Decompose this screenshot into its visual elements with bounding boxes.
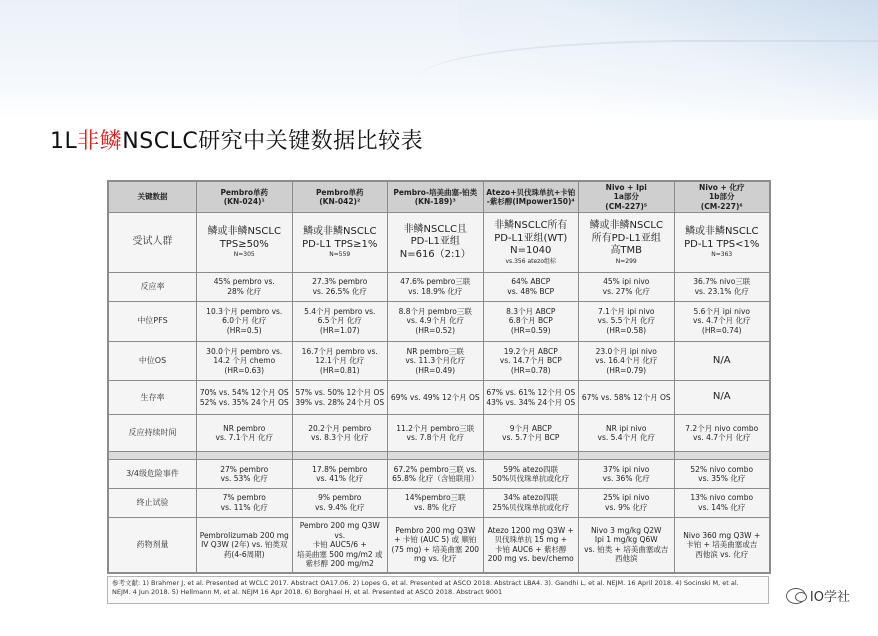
cell-text: 鳞或非鳞NSCLC: [207, 226, 281, 238]
cell-text: 5.6个月 ipi nivo: [693, 307, 750, 317]
header-text: 1a部分: [613, 192, 639, 202]
cell-text: N=559: [329, 251, 351, 259]
header-key-data: [109, 182, 197, 213]
table-header-row: [109, 182, 770, 213]
cell-text: 鳞或非鳞NSCLC: [589, 220, 663, 232]
cell-text: vs. 5.4个月 化疗: [597, 433, 655, 443]
header-text: 关键数据: [137, 192, 168, 202]
cell-text: (HR=0.63): [224, 365, 265, 375]
cell-text: 卡铂 AUC6 + 紫杉醇: [494, 544, 567, 554]
title-suffix: NSCLC研究中关键数据比较表: [122, 129, 424, 154]
cell-text: vs. 5.7个月 BCP: [502, 433, 560, 443]
cell-text: 7% pembro: [222, 493, 266, 503]
cell-text: 70% vs. 54% 12个月 OS: [199, 388, 289, 398]
table-cell: [388, 213, 484, 273]
references-footnote: [107, 576, 769, 604]
table-cell: [197, 460, 293, 489]
cell-text: vs. 9% 化疗: [605, 502, 648, 512]
cell-text: 30.0个月 pembro vs.: [206, 346, 283, 356]
header-text: (KN-024)¹: [223, 197, 265, 207]
cell-text: 65.8% 化疗（含铂联用）: [392, 474, 479, 483]
row-label: 生存率: [109, 381, 197, 414]
separator-cell: [388, 452, 484, 460]
table-cell: [674, 460, 770, 489]
table-cell: [579, 460, 675, 489]
header-trial: [674, 182, 770, 213]
cell-text: (HR=0.81): [319, 365, 360, 375]
cell-text: 13% nivo combo: [690, 493, 754, 503]
cell-text: vs. 18.9% 化疗: [408, 286, 463, 296]
row-label: 中位PFS: [109, 301, 197, 341]
cell-text: N=299: [615, 257, 637, 265]
cell-text: 20.2个月 pembro: [308, 423, 372, 433]
cell-text: 7.1个月 ipi nivo: [598, 307, 655, 317]
cell-text: vs. 35% 化疗: [698, 474, 746, 483]
table-cell: [388, 517, 484, 572]
cell-text: 47.6% pembro三联: [400, 277, 471, 287]
cell-text: vs. 11.3个月化疗: [405, 356, 466, 366]
row-label: 反应率: [109, 272, 197, 301]
table-cell: [483, 488, 579, 517]
header-text: Pembro单药: [220, 187, 269, 197]
cell-text: Nivo 3 mg/kg Q2W: [591, 526, 662, 536]
table-cell: [579, 272, 675, 301]
table-cell: [197, 488, 293, 517]
cell-text: (HR=0.49): [415, 365, 456, 375]
table-cell: [674, 213, 770, 273]
cell-text: vs. 53% 化疗: [220, 474, 268, 483]
cell-text: 贝伐珠单抗 15 mg +: [494, 535, 568, 545]
table-cell: [197, 341, 293, 381]
cell-text: 西他滨: [615, 554, 638, 564]
cell-text: 17.8% pembro: [312, 464, 368, 474]
table-cell: [483, 517, 579, 572]
table-cell: [674, 517, 770, 572]
cell-text: (HR=0.74): [701, 325, 742, 335]
table-separator: [109, 452, 770, 460]
header-trial: [197, 182, 293, 213]
cell-text: 16.7个月 pembro vs.: [301, 346, 378, 356]
table-cell: [579, 301, 675, 341]
header-text: (CM-227)⁵: [605, 201, 648, 211]
table-row: [109, 517, 770, 572]
cell-text: mg vs. 化疗: [413, 554, 457, 564]
cell-text: PD-L1 TPS<1%: [684, 238, 760, 250]
cell-text: 50%贝伐珠单抗或化疗: [492, 474, 570, 483]
cell-text: Pembro 200 mg Q3W vs.: [299, 521, 380, 540]
cell-text: vs. 铂类 + 培美曲塞或吉: [584, 544, 669, 554]
cell-text: 59% atezo四联: [503, 464, 559, 474]
header-text: Atezo+贝伐珠单抗+卡铂: [486, 187, 576, 197]
cell-text: 39% vs. 28% 24个月 OS: [295, 397, 385, 407]
cell-text: 6.0个月 化疗: [222, 316, 267, 326]
table-cell: [674, 381, 770, 414]
cell-text: 28% 化疗: [227, 286, 262, 296]
cell-text: Ipi 1 mg/kg Q6W: [594, 535, 658, 545]
cell-text: 27% pembro: [220, 464, 269, 474]
separator-cell: [109, 452, 197, 460]
header-text: -紫杉醇(IMpower150)⁴: [486, 197, 575, 207]
cell-text: 200 mg vs. bev/chemo: [487, 554, 574, 564]
cell-text: vs. 14% 化疗: [698, 502, 746, 512]
footnote-line: NEJM. 4 Jun 2018. 5) Hellmann M, et al. NEJM 16 Apr 2018. 6) Borghaei H, et al. Presented at ASCO 2018. Abstract 9001: [112, 588, 503, 597]
cell-text: IV Q3W (2年) vs. 铂类双: [201, 540, 288, 550]
table-cell: [388, 301, 484, 341]
table-cell: [388, 488, 484, 517]
table-cell: [579, 488, 675, 517]
table-cell: [674, 414, 770, 452]
table-cell: [388, 414, 484, 452]
cell-text: TPS≥50%: [219, 238, 269, 250]
table-cell: [197, 272, 293, 301]
header-text: (KN-189)³: [414, 197, 456, 207]
table-cell: [292, 488, 388, 517]
table-row: [109, 460, 770, 489]
table-row: [109, 381, 770, 414]
cell-text: vs. 27% 化疗: [602, 286, 650, 296]
cell-text: 8.3个月 ABCP: [506, 307, 556, 317]
cell-text: NR ipi nivo: [606, 423, 647, 433]
cell-text: 43% vs. 34% 24个月 OS: [486, 397, 576, 407]
header-trial: [292, 182, 388, 213]
cell-text: Pembro 200 mg Q3W: [395, 526, 476, 536]
cell-text: vs. 4.9个月 化疗: [406, 316, 464, 326]
cell-text: 西他滨 vs. 化疗: [695, 549, 749, 559]
row-label: 反应持续时间: [109, 414, 197, 452]
table-cell: [483, 301, 579, 341]
cell-text: 52% nivo combo: [690, 464, 754, 474]
header-text: Nivo + 化疗: [699, 183, 745, 192]
table-cell: [483, 414, 579, 452]
row-label: 药物剂量: [109, 517, 197, 572]
cell-text: 紫杉醇 200 mg/m2: [305, 558, 374, 568]
cell-text: vs. 36% 化疗: [602, 474, 650, 483]
cell-text: 69% vs. 49% 12个月 OS: [390, 392, 480, 402]
table-row: [109, 341, 770, 381]
table-cell: [674, 488, 770, 517]
cell-text: vs. 4.7个月 化疗: [693, 316, 751, 326]
table-cell: [292, 381, 388, 414]
cell-text: 所有PD-L1亚组: [591, 232, 661, 244]
separator-cell: [197, 452, 293, 460]
cell-text: 67% vs. 61% 12个月 OS: [486, 388, 576, 398]
cell-text: 67.2% pembro三联 vs.: [393, 464, 477, 474]
cell-text: 鳞或非鳞NSCLC: [685, 226, 759, 238]
cell-text: 11.2个月 pembro三联: [396, 423, 475, 433]
header-text: (KN-042)²: [319, 197, 361, 207]
row-label: 中位OS: [109, 341, 197, 381]
table-cell: [292, 341, 388, 381]
table-cell: [579, 381, 675, 414]
cell-text: vs. 4.7个月 化疗: [693, 433, 751, 443]
cell-text: 卡铂 + 培美曲塞或吉: [686, 540, 758, 550]
title-highlight: 非鳞: [77, 129, 123, 154]
table-cell: [388, 381, 484, 414]
cell-text: 非鳞NSCLC所有: [494, 220, 568, 232]
header-text: Pembro-培美曲塞-铂类: [393, 187, 478, 197]
cell-text: 57% vs. 50% 12个月 OS: [295, 388, 385, 398]
cell-text: 37% ipi nivo: [603, 464, 650, 474]
cell-text: + 卡铂 (AUC 5) 或 顺铂: [394, 535, 477, 545]
table-cell: [483, 272, 579, 301]
cell-text: 8.8个月 pembro三联: [398, 307, 472, 317]
table-cell: [292, 460, 388, 489]
cell-text: 52% vs. 35% 24个月 OS: [199, 397, 289, 407]
header-trial: [483, 182, 579, 213]
table-cell: [292, 414, 388, 452]
cell-text: 5.4个月 pembro vs.: [304, 307, 376, 317]
header-text: (CM-227)⁶: [700, 201, 743, 211]
cell-text: N=305: [233, 251, 255, 259]
table-cell: [483, 213, 579, 273]
cell-text: 23.0个月 ipi nivo: [595, 346, 657, 356]
table-cell: [483, 381, 579, 414]
cell-text: vs. 16.4个月 化疗: [595, 356, 658, 366]
cell-text: N=363: [711, 251, 733, 259]
cell-text: vs. 7.8个月 化疗: [406, 433, 464, 443]
cell-text: 培美曲塞 500 mg/m2 或: [296, 549, 383, 559]
table-row: [109, 301, 770, 341]
cell-text: vs. 5.5个月 化疗: [597, 316, 655, 326]
cell-text: (HR=0.52): [415, 325, 456, 335]
table-cell: [388, 460, 484, 489]
cell-text: (HR=0.78): [510, 365, 551, 375]
cell-text: N/A: [712, 354, 731, 366]
cell-text: (HR=0.5): [226, 325, 262, 335]
cell-text: 67% vs. 58% 12个月 OS: [581, 392, 671, 402]
cell-text: NR pembro三联: [406, 346, 464, 356]
cell-text: 6.8个月 BCP: [508, 316, 553, 326]
table-cell: [579, 414, 675, 452]
cell-text: vs. 26.5% 化疗: [312, 286, 367, 296]
cell-text: 卡铂 AUC5/6 +: [312, 540, 367, 550]
table-cell: [197, 213, 293, 273]
cell-text: vs. 9.4% 化疗: [314, 502, 365, 512]
title-prefix: 1L: [50, 129, 78, 154]
separator-cell: [674, 452, 770, 460]
table-row: [109, 414, 770, 452]
page-title: [50, 124, 423, 155]
table-row: [109, 488, 770, 517]
cell-text: 6.5个月 化疗: [317, 316, 362, 326]
table-cell: [579, 517, 675, 572]
cell-text: NR pembro: [223, 423, 266, 433]
cell-text: vs. 8.3个月 化疗: [311, 433, 369, 443]
table-cell: [483, 341, 579, 381]
separator-cell: [483, 452, 579, 460]
cell-text: 45% pembro vs.: [213, 277, 275, 287]
table-cell: [292, 301, 388, 341]
cell-text: N/A: [712, 391, 731, 403]
cell-text: 25%贝伐珠单抗或化疗: [492, 502, 570, 512]
table-row: [109, 272, 770, 301]
row-label: 终止试验: [109, 488, 197, 517]
cell-text: Nivo 360 mg Q3W +: [683, 530, 761, 540]
cell-text: 非鳞NSCLC且: [403, 223, 467, 235]
table-cell: [197, 301, 293, 341]
cell-text: 14.2 个月 chemo: [213, 356, 276, 366]
table-cell: [292, 517, 388, 572]
cell-text: PD-L1亚组(WT): [494, 232, 568, 244]
cell-text: 27.3% pembro: [312, 277, 368, 287]
cell-text: 10.3个月 pembro vs.: [206, 307, 283, 317]
table-row: [109, 213, 770, 273]
cell-text: (HR=0.58): [606, 325, 647, 335]
header-text: 1b部分: [708, 192, 735, 202]
row-label: 受试人群: [109, 213, 197, 273]
table-cell: [483, 460, 579, 489]
table-cell: [674, 272, 770, 301]
cell-text: vs. 11% 化疗: [220, 502, 268, 512]
header-text: Pembro单药: [315, 187, 364, 197]
footnote-line: 参考文献: 1) Brahmer J, et al. Presented at WCLC 2017. Abstract OA17.06. 2) Lopes G, et al. Presented at ASCO 2018. Abstract LBA4. 3). Gandhi L, et al. NEJM. 16 April 2018. 4) Socinski M, et al.: [112, 579, 739, 587]
cell-text: Atezo 1200 mg Q3W +: [487, 526, 574, 536]
wechat-icon: [786, 588, 806, 604]
cell-text: 36.7% nivo三联: [693, 277, 751, 287]
cell-text: Pembrolizumab 200 mg: [199, 530, 289, 540]
table-cell: [197, 517, 293, 572]
header-trial: [388, 182, 484, 213]
table-cell: [292, 213, 388, 273]
cell-text: vs. 8% 化疗: [414, 502, 457, 512]
cell-text: 14%pembro三联: [404, 493, 466, 503]
cell-text: 34% atezo四联: [503, 493, 559, 503]
cell-text: 高TMB: [610, 245, 643, 257]
table-cell: [388, 341, 484, 381]
separator-cell: [292, 452, 388, 460]
comparison-table: [107, 180, 771, 574]
header-text: Nivo + Ipi: [605, 183, 647, 192]
header-trial: [579, 182, 675, 213]
cell-text: 药(4-6周期): [223, 549, 265, 559]
watermark-text: IO学社: [809, 590, 850, 605]
cell-text: vs. 48% BCP: [507, 286, 555, 296]
cell-text: 12.1个月 化疗: [315, 356, 365, 366]
table-cell: [579, 213, 675, 273]
cell-text: PD-L1亚组: [410, 236, 460, 248]
table-cell: [674, 341, 770, 381]
table-cell: [388, 272, 484, 301]
cell-text: N=616（2:1）: [399, 248, 471, 260]
cell-text: vs. 23.1% 化疗: [694, 286, 749, 296]
table-cell: [197, 381, 293, 414]
cell-text: 9% pembro: [318, 493, 362, 503]
cell-text: (75 mg) + 培美曲塞 200: [391, 544, 480, 554]
cell-text: vs. 41% 化疗: [316, 474, 364, 483]
cell-text: vs. 14.7个月 BCP: [499, 356, 562, 366]
cell-text: (HR=0.59): [510, 325, 551, 335]
cell-text: PD-L1 TPS≥1%: [302, 238, 378, 250]
cell-text: 64% ABCP: [511, 277, 551, 287]
cell-text: 9个月 ABCP: [509, 423, 552, 433]
watermark: [786, 586, 850, 605]
table-cell: [674, 301, 770, 341]
cell-text: N=1040: [510, 245, 552, 257]
separator-cell: [579, 452, 675, 460]
cell-text: (HR=1.07): [319, 325, 360, 335]
cell-text: 45% ipi nivo: [603, 277, 650, 287]
cell-text: vs.356 atezo组标: [505, 257, 556, 265]
cell-text: 19.2个月 ABCP: [503, 346, 558, 356]
table-cell: [292, 272, 388, 301]
table-cell: [197, 414, 293, 452]
cell-text: (HR=0.79): [606, 365, 647, 375]
row-label: 3/4级危险事件: [109, 460, 197, 489]
cell-text: 鳞或非鳞NSCLC: [303, 226, 377, 238]
table-cell: [579, 341, 675, 381]
cell-text: 7.2个月 nivo combo: [685, 423, 759, 433]
cell-text: vs. 7.1个月 化疗: [215, 433, 273, 443]
cell-text: 25% ipi nivo: [603, 493, 650, 503]
